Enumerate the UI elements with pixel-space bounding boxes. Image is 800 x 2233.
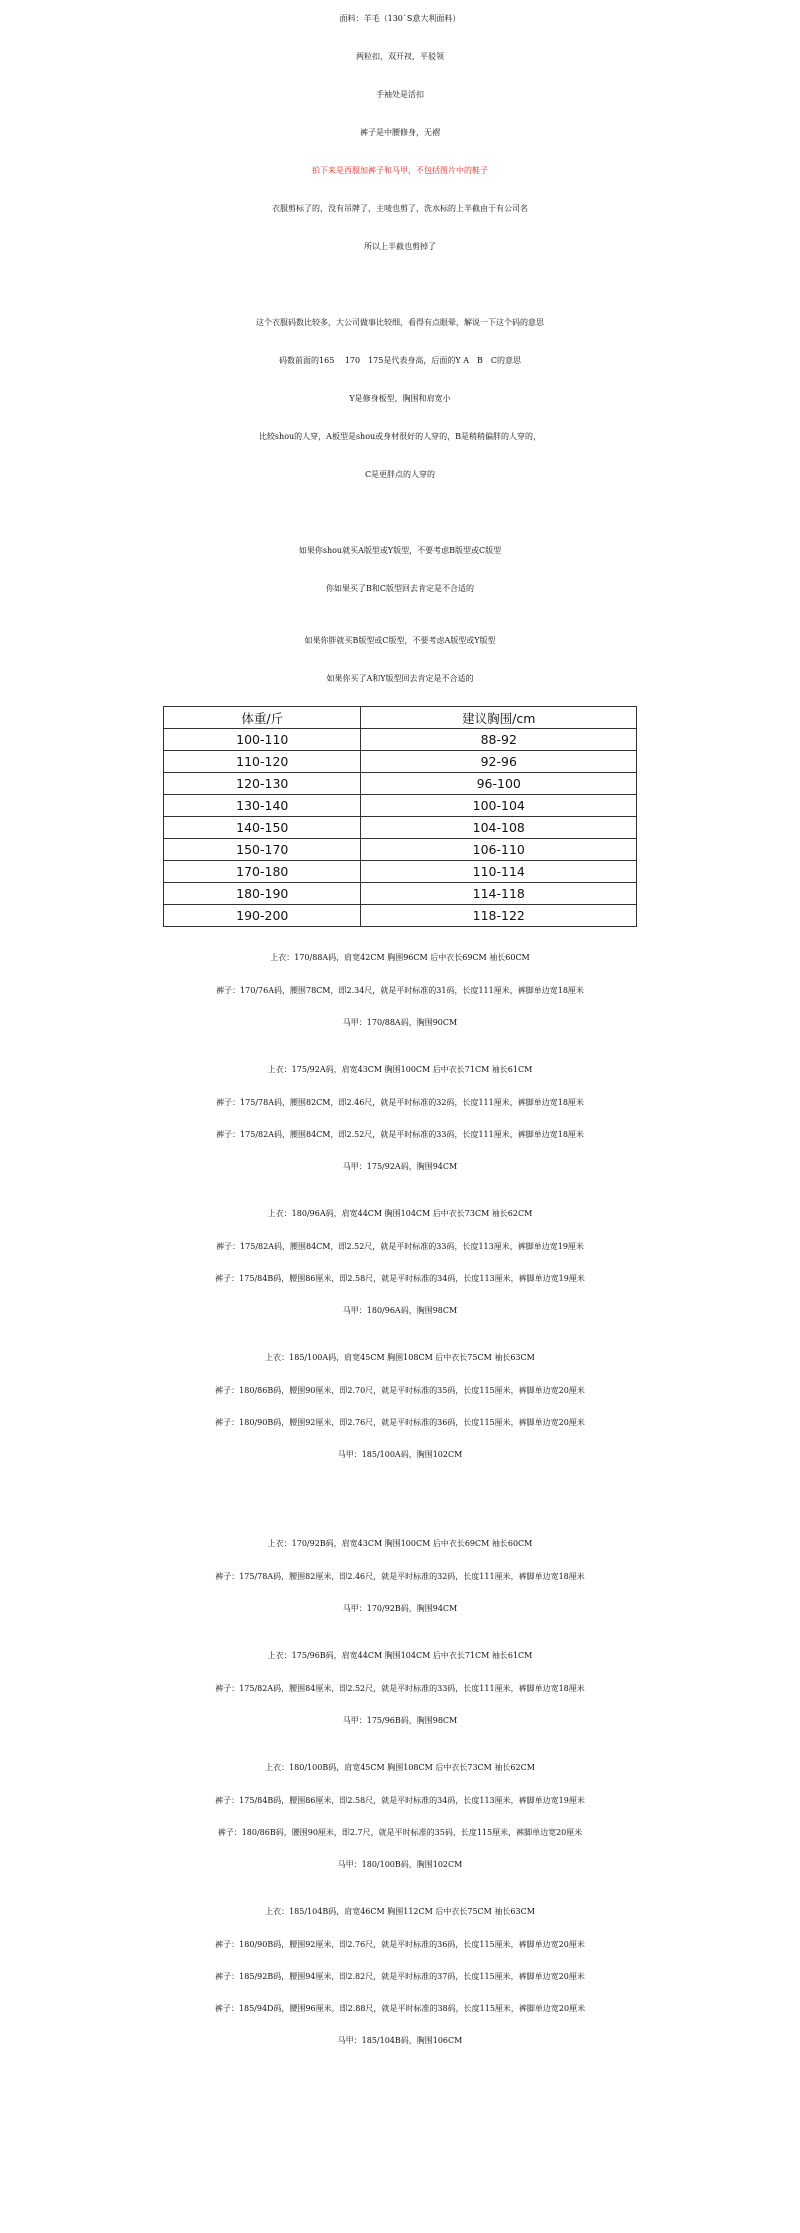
size-block <box>0 1341 800 1471</box>
spacer <box>0 494 800 532</box>
table-row <box>164 839 637 861</box>
vest-size-line: 马甲：180/100B码，胸围102CM <box>337 1860 463 1869</box>
size-block <box>0 1895 800 2057</box>
size-block <box>0 1527 800 1625</box>
spacer <box>0 266 800 304</box>
trousers-size-line: 裤子：180/86B码，腰围90厘米，即2.70尺，就是平时标准的35码，长度115厘米，裤脚单边宽20厘米 <box>215 1386 585 1395</box>
jacket-size-line: 上衣：185/100A码，肩宽45CM 胸围108CM 后中衣长75CM 袖长63CM <box>265 1353 535 1362</box>
column-header-weight: 体重/斤 <box>164 707 361 729</box>
chest-cell: 92-96 <box>361 751 637 773</box>
trousers-size-line: 裤子：180/90B码，腰围92厘米，即2.76尺，就是平时标准的36码，长度115厘米，裤脚单边宽20厘米 <box>215 1418 585 1427</box>
explanation-line: Y是修身板型，胸围和肩宽小 <box>349 394 451 403</box>
table-row <box>164 795 637 817</box>
explanation-line: 比较shou的人穿，A板型是shou或身材很好的人穿的，B是稍稍偏胖的人穿的， <box>258 432 542 441</box>
jacket-size-line: 上衣：170/92B码，肩宽43CM 胸围100CM 后中衣长69CM 袖长60CM <box>267 1539 533 1548</box>
trousers-size-line: 裤子：175/78A码，腰围82厘米，即2.46尺，就是平时标准的32码，长度111厘米，裤脚单边宽18厘米 <box>215 1572 585 1581</box>
table-row <box>164 861 637 883</box>
weight-cell: 190-200 <box>164 905 361 927</box>
explanation-line: C是更胖点的人穿的 <box>364 470 436 479</box>
intro-line: 两粒扣，双开衩，平驳领 <box>356 52 444 61</box>
intro-line: 面料：羊毛（130`S意大利面料） <box>339 14 461 23</box>
size-block <box>0 941 800 1039</box>
chest-cell: 118-122 <box>361 905 637 927</box>
chest-cell: 106-110 <box>361 839 637 861</box>
trousers-size-line: 裤子：175/82A码，腰围84厘米，即2.52尺，就是平时标准的33码，长度111厘米，裤脚单边宽18厘米 <box>215 1684 585 1693</box>
vest-size-line: 马甲：170/88A码，胸围90CM <box>342 1018 458 1027</box>
trousers-size-line: 裤子：175/84B码，腰围86厘米，即2.58尺，就是平时标准的34码，长度113厘米，裤脚单边宽19厘米 <box>215 1796 585 1805</box>
highlight-notice-line: 拍下来是西服加裤子和马甲，不包括图片中的鞋子 <box>312 166 488 175</box>
vest-size-line: 马甲：185/100A码，胸围102CM <box>337 1450 463 1459</box>
advice-line: 如果你胖就买B版型或C版型，不要考虑A版型或Y版型 <box>304 636 496 645</box>
vest-size-line: 马甲：175/96B码，胸围98CM <box>342 1716 458 1725</box>
explanation-line: 码数前面的165 170 175是代表身高，后面的Y A B C的意思 <box>279 356 521 365</box>
jacket-size-line: 上衣：180/100B码，肩宽45CM 胸围108CM 后中衣长73CM 袖长62CM <box>265 1763 535 1772</box>
chest-cell: 100-104 <box>361 795 637 817</box>
trousers-size-line: 裤子：175/78A码，腰围82CM，即2.46尺，就是平时标准的32码，长度111厘米，裤脚单边宽18厘米 <box>216 1098 584 1107</box>
chest-cell: 96-100 <box>361 773 637 795</box>
jacket-size-line: 上衣：180/96A码，肩宽44CM 胸围104CM 后中衣长73CM 袖长62CM <box>267 1209 533 1218</box>
table-row <box>164 751 637 773</box>
chest-cell: 88-92 <box>361 729 637 751</box>
jacket-size-line: 上衣：175/96B码，肩宽44CM 胸围104CM 后中衣长71CM 袖长61CM <box>267 1651 533 1660</box>
table-row <box>164 773 637 795</box>
intro-section <box>0 0 800 266</box>
intro-line: 衣服剪标了的，没有吊牌了，主唛也剪了，洗水标的上半截由于有公司名 <box>272 204 528 213</box>
weight-cell: 110-120 <box>164 751 361 773</box>
jacket-size-line: 上衣：170/88A码，肩宽42CM 胸围96CM 后中衣长69CM 袖长60CM <box>270 953 530 962</box>
table-row <box>164 729 637 751</box>
table-row <box>164 817 637 839</box>
weight-cell: 130-140 <box>164 795 361 817</box>
chest-cell: 104-108 <box>361 817 637 839</box>
vest-size-line: 马甲：170/92B码，胸围94CM <box>342 1604 458 1613</box>
advice-line: 你如果买了B和C版型回去肯定是不合适的 <box>326 584 474 593</box>
size-detail-list <box>0 941 800 2057</box>
chest-cell: 110-114 <box>361 861 637 883</box>
advice-line: 如果你买了A和Y版型回去肯定是不合适的 <box>326 674 474 683</box>
advice-line: 如果你shou就买A版型或Y版型，不要考虑B版型或C版型 <box>298 546 502 555</box>
trousers-size-line: 裤子：175/84B码，腰围86厘米，即2.58尺，就是平时标准的34码，长度113厘米，裤脚单边宽19厘米 <box>215 1274 585 1283</box>
intro-line: 所以上半截也剪掉了 <box>364 242 436 251</box>
size-block <box>0 1751 800 1881</box>
weight-chest-size-table <box>163 706 637 927</box>
weight-cell: 120-130 <box>164 773 361 795</box>
jacket-size-line: 上衣：175/92A码，肩宽43CM 胸围100CM 后中衣长71CM 袖长61CM <box>267 1065 533 1074</box>
trousers-size-line: 裤子：180/86B码，腰围90厘米，即2.7尺，就是平时标准的35码，长度115厘米，裤脚单边宽20厘米 <box>217 1828 583 1837</box>
trousers-size-line: 裤子：170/76A码，腰围78CM，即2.34尺，就是平时标准的31码，长度111厘米，裤脚单边宽18厘米 <box>216 986 584 995</box>
trousers-size-line: 裤子：185/92B码，腰围94厘米，即2.82尺，就是平时标准的37码，长度115厘米，裤脚单边宽20厘米 <box>215 1972 585 1981</box>
table-header-row <box>164 707 637 729</box>
vest-size-line: 马甲：175/92A码，胸围94CM <box>342 1162 458 1171</box>
weight-cell: 180-190 <box>164 883 361 905</box>
weight-cell: 150-170 <box>164 839 361 861</box>
column-header-chest: 建议胸围/cm <box>361 707 637 729</box>
weight-cell: 100-110 <box>164 729 361 751</box>
trousers-size-line: 裤子：175/82A码，腰围84CM，即2.52尺，就是平时标准的33码，长度113厘米，裤脚单边宽19厘米 <box>216 1242 584 1251</box>
jacket-size-line: 上衣：185/104B码，肩宽46CM 胸围112CM 后中衣长75CM 袖长63CM <box>265 1907 535 1916</box>
heavy-advice-section <box>0 622 800 698</box>
trousers-size-line: 裤子：180/90B码，腰围92厘米，即2.76尺，就是平时标准的36码，长度115厘米，裤脚单边宽20厘米 <box>215 1940 585 1949</box>
weight-cell: 170-180 <box>164 861 361 883</box>
trousers-size-line: 裤子：185/94D码，腰围96厘米，即2.88尺，就是平时标准的38码，长度115厘米，裤脚单边宽20厘米 <box>214 2004 586 2013</box>
trousers-size-line: 裤子：175/82A码，腰围84CM，即2.52尺，就是平时标准的33码，长度111厘米，裤脚单边宽18厘米 <box>216 1130 584 1139</box>
table-row <box>164 905 637 927</box>
spacer <box>0 608 800 622</box>
vest-size-line: 马甲：185/104B码，胸围106CM <box>337 2036 463 2045</box>
size-block <box>0 1197 800 1327</box>
intro-line: 裤子是中腰修身，无褶 <box>360 128 440 137</box>
size-block <box>0 1639 800 1737</box>
explanation-line: 这个衣服码数比较多，大公司做事比较细，看得有点眼晕，解说一下这个码的意思 <box>256 318 544 327</box>
size-table-wrapper <box>0 706 800 927</box>
slim-advice-section <box>0 532 800 608</box>
chest-cell: 114-118 <box>361 883 637 905</box>
size-block <box>0 1053 800 1183</box>
weight-cell: 140-150 <box>164 817 361 839</box>
vest-size-line: 马甲：180/96A码，胸围98CM <box>342 1306 458 1315</box>
table-row <box>164 883 637 905</box>
intro-line: 手袖处是活扣 <box>376 90 424 99</box>
size-explanation-section <box>0 304 800 494</box>
